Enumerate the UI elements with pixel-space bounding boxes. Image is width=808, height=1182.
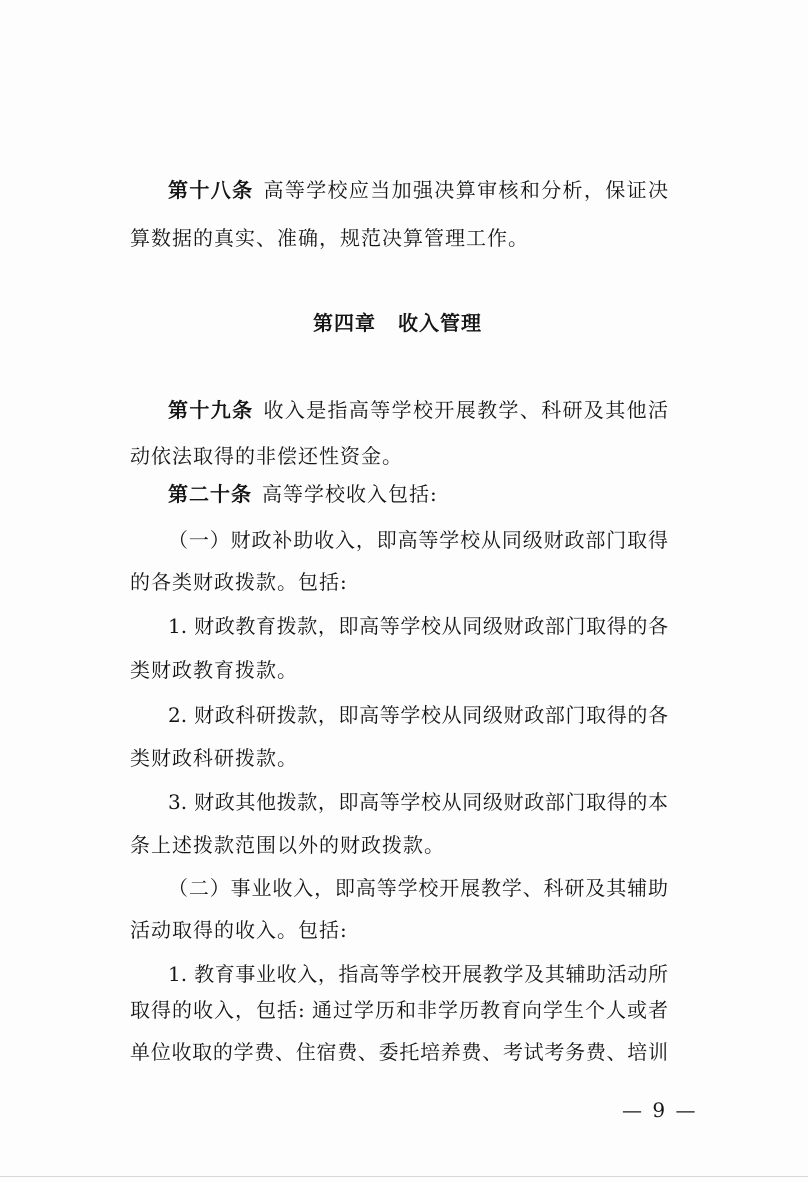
item-2-1-line-3: 单位收取的学费、住宿费、委托培养费、考试考务费、培训 [130,1040,668,1064]
chapter-title: 收入管理 [398,311,482,335]
item-1-1-line-1: 1. 财政教育拨款，即高等学校从同级财政部门取得的各 [168,614,668,638]
item-1-2-line-2: 类财政科研拨款。 [130,746,298,770]
article-19-line-2: 动依法取得的非偿还性资金。 [130,444,403,468]
chapter-heading [313,311,482,335]
article-19-text: 收入是指高等学校开展教学、科研及其他活 [263,398,669,422]
article-18-line-2: 算数据的真实、准确，规范决算管理工作。 [130,226,529,250]
item-1-line-2: 的各类财政拨款。包括: [130,570,348,594]
article-20-line-1 [168,482,438,506]
page-number: — 9 — [622,1098,698,1122]
article-18-line-1 [168,178,668,202]
article-20-label: 第二十条 [168,482,252,506]
item-1-1-line-2: 类财政教育拨款。 [130,658,298,682]
article-18-text: 高等学校应当加强决算审核和分析，保证决 [263,178,669,202]
item-2-1-line-1: 1. 教育事业收入，指高等学校开展教学及其辅助活动所 [168,962,668,986]
article-19-line-1 [168,398,668,422]
item-1-2-line-1: 2. 财政科研拨款，即高等学校从同级财政部门取得的各 [168,703,668,727]
scan-edge-divider [0,1176,808,1177]
item-1-3-line-1: 3. 财政其他拨款，即高等学校从同级财政部门取得的本 [168,790,668,814]
article-20-text: 高等学校收入包括: [262,482,438,506]
item-1-3-line-2: 条上述拨款范围以外的财政拨款。 [130,833,445,857]
item-2-line-2: 活动取得的收入。包括: [130,918,348,942]
article-19-label: 第十九条 [168,398,254,422]
article-18-label: 第十八条 [168,178,254,202]
item-2-line-1: （二）事业收入，即高等学校开展教学、科研及其辅助 [168,876,668,900]
chapter-number: 第四章 [313,311,376,335]
item-2-1-line-2: 取得的收入，包括: 通过学历和非学历教育向学生个人或者 [130,998,668,1022]
item-1-line-1: （一）财政补助收入，即高等学校从同级财政部门取得 [168,528,668,552]
